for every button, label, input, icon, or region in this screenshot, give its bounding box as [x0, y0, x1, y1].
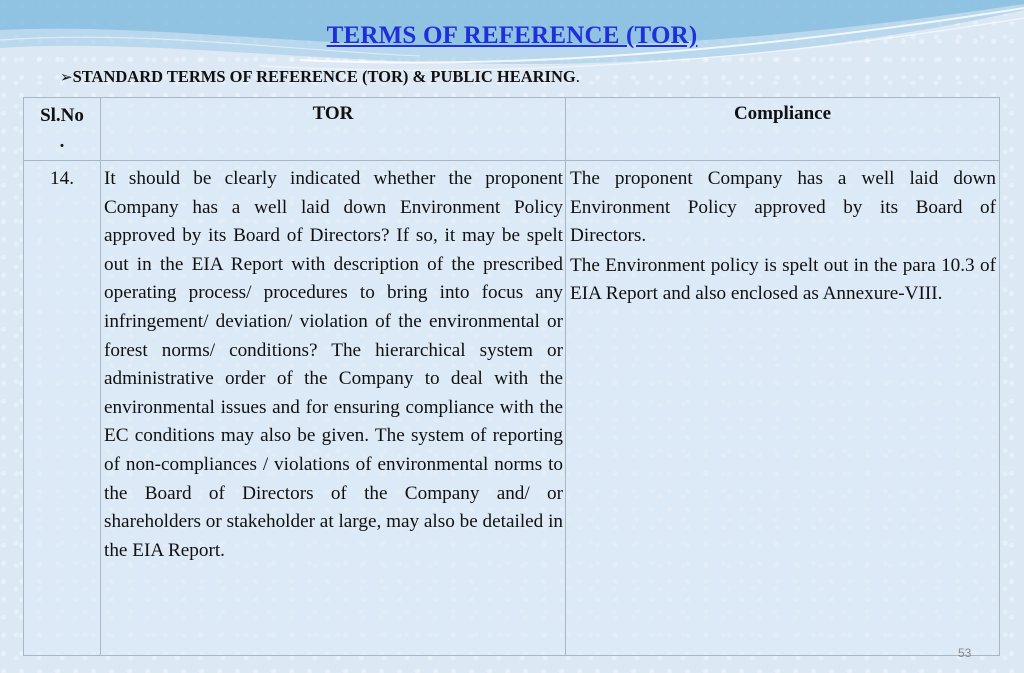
header-compliance: Compliance — [566, 98, 1000, 161]
page-title: TERMS OF REFERENCE (TOR) — [326, 22, 698, 49]
section-subtitle — [60, 67, 580, 87]
header-slno: Sl.No . — [24, 98, 101, 161]
cell-slno: 14. — [24, 161, 101, 656]
table-header-row — [24, 98, 1000, 161]
decorative-waves — [0, 0, 1024, 110]
cell-tor: It should be clearly indicated whether the proponent Company has a well laid down Environment Policy approved by its Board of Directors? If so, it may be spelt out in the EIA Report with description of the prescribed operating process/ procedures to bring into focus any infringement/ deviation/ violation of the environmental or forest norms/ conditions? The hierarchical system or administrative order of the Company to deal with the environmental issues and for ensuring compliance with the EC conditions may also be given. The system of reporting of non-compliances / violations of environmental norms to the Board of Directors of the Company and/ or shareholders or stakeholder at large, may also be detailed in the EIA Report. — [101, 161, 566, 656]
subtitle-period: . — [575, 67, 580, 86]
tor-compliance-table — [23, 97, 1000, 656]
compliance-paragraph: The proponent Company has a well laid down Environment Policy approved by its Board of Directors. — [570, 168, 996, 247]
page-number: 53 — [958, 646, 972, 660]
subtitle-text: STANDARD TERMS OF REFERENCE (TOR) & PUBLIC HEARING — [72, 67, 576, 86]
table-row — [24, 161, 1000, 656]
arrow-bullet-icon: ➢ — [60, 68, 73, 86]
header-tor: TOR — [101, 98, 566, 161]
compliance-paragraph: The Environment policy is spelt out in the para 10.3 of EIA Report and also enclosed as Annexure-VIII. — [570, 254, 996, 305]
cell-compliance — [566, 161, 1000, 656]
